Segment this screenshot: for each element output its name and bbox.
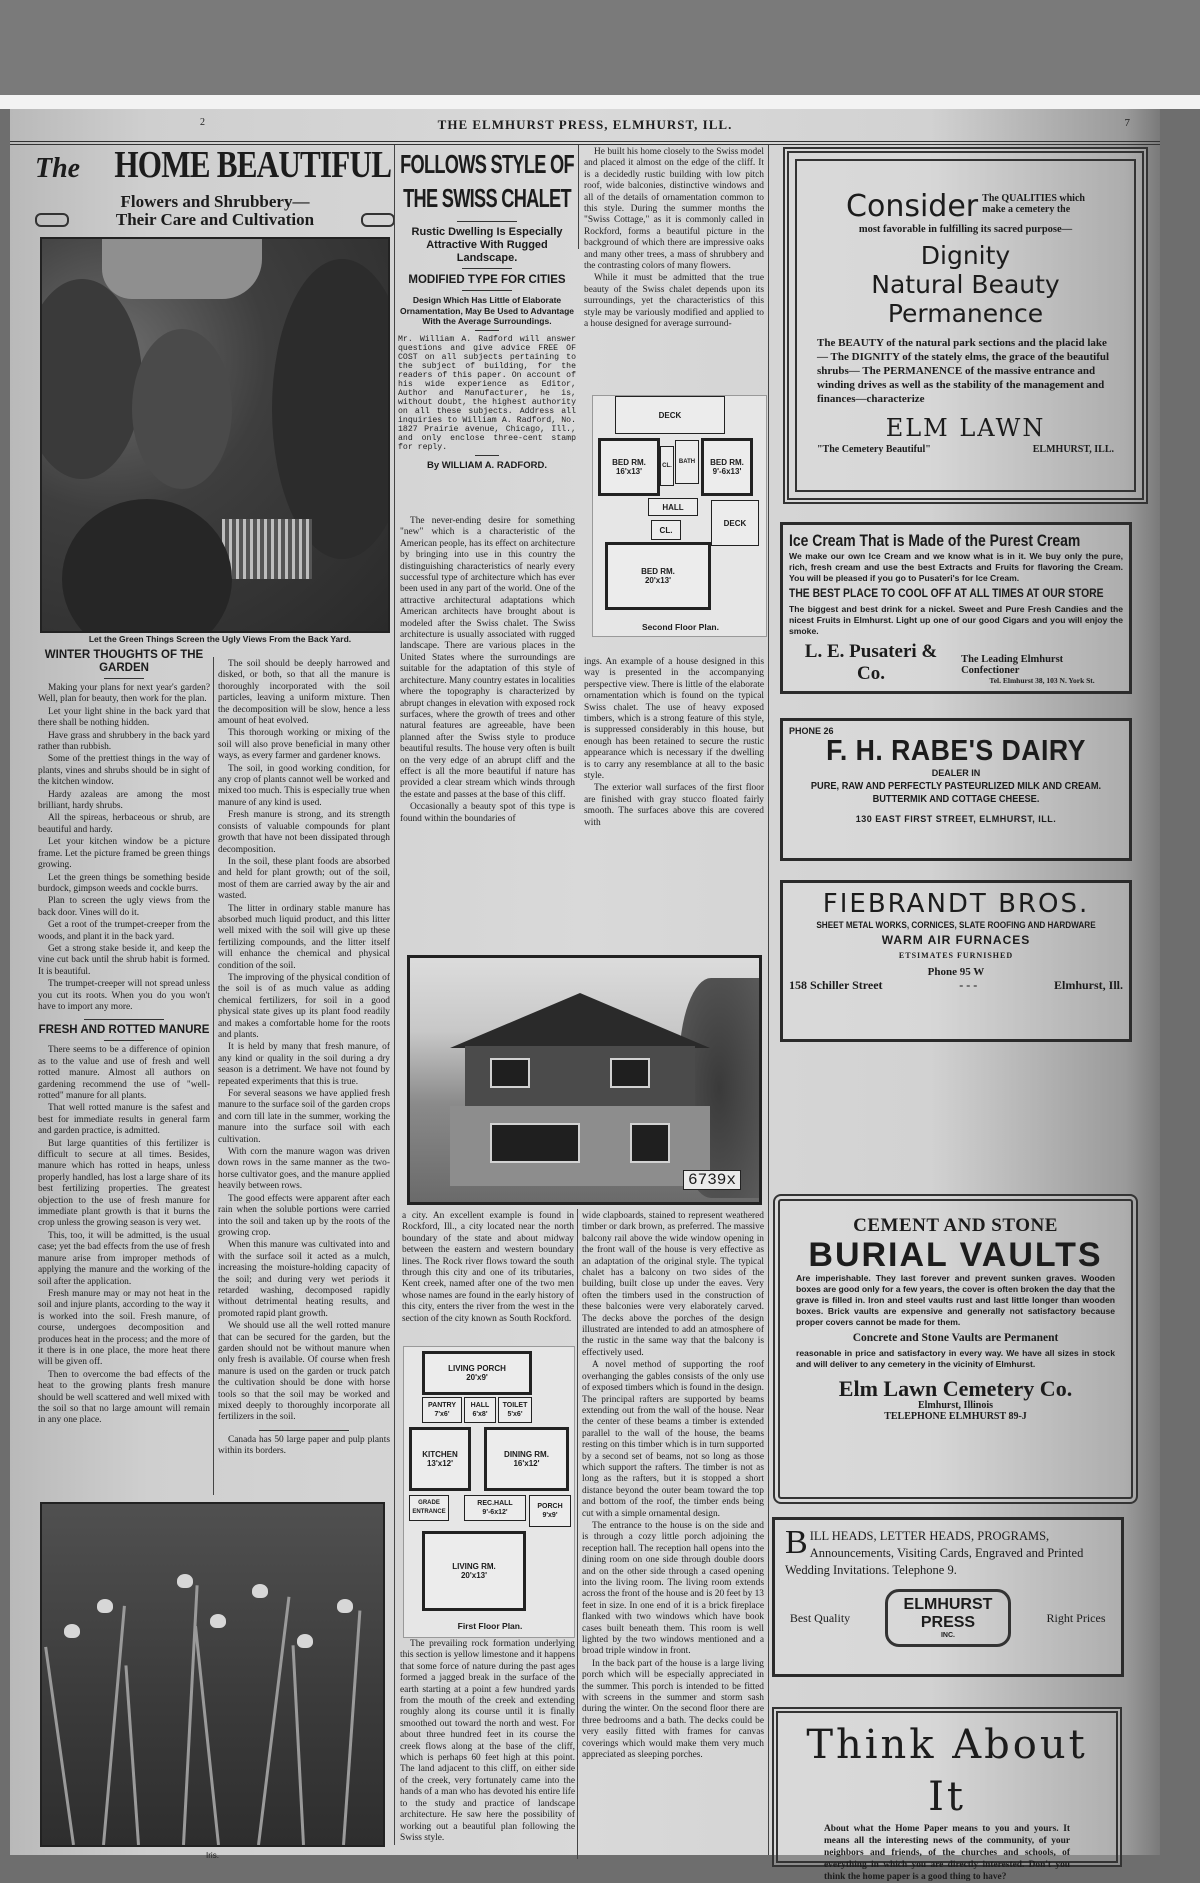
home-beautiful-subtitle-1: Flowers and Shrubbery—	[120, 192, 310, 211]
column-rule	[577, 1209, 578, 1859]
winter-thoughts-headline: WINTER THOUGHTS OF THE GARDEN	[44, 649, 204, 674]
paragraph: Plan to screen the ugly views from the back door. Vines will do it.	[38, 896, 210, 918]
divider	[259, 1430, 349, 1431]
elmhurst-press-ad	[772, 1517, 1124, 1677]
ad-body-1: We make our own Ice Cream and we know what is in it. We buy only the pure, rich, fresh cream and use the best Extracts and Fruits for flavoring the Cream. You will be pleased if you go to Pusateri's for Ice Cream.	[789, 551, 1123, 583]
ad-body-1: Are imperishable. They last forever and prevent sunken graves. Wooden boxes are good only for a few years, the cover is often broken the day that the grave is filled in. Iron and steel vaults rust and last little longer than wooden boxes. Brick vaults are expensive and generally not satisfactory because proper covers cannot be made for them.	[796, 1273, 1116, 1327]
ad-purpose-line: most favorable in fulfilling its sacred purpose—	[858, 224, 1073, 235]
room-reception-hall: REC.HALL 9'-6x12'	[464, 1495, 526, 1521]
page-number-right: 7	[1124, 117, 1130, 129]
radford-notice: Mr. William A. Radford will answer questions and give advice FREE OF COST on all subjects pertaining to the subject of building, for the readers of this paper. On account of his wide experience as Editor, Author and Manufacturer, he is, without doubt, the highest authority on all these subjects. Address all inquiries to William A. Radford, No. 1827 Prairie avenue, Chicago, Ill., and only enclose three-cent stamp for reply.	[398, 334, 576, 452]
ad-consider: Consider	[846, 189, 979, 224]
room-bedroom: BED RM. 20'x13'	[605, 542, 711, 610]
ad-best-quality: Best Quality	[789, 1610, 851, 1625]
iris-caption: Iris.	[206, 1851, 219, 1860]
paragraph: When this manure was cultivated into and with the surface soil it acted as a mulch, increasing the moisture-holding capacity of the soil; and during very wet periods it retarded washing, decomposed rapidly without detrimental heating results, and promoted rapid plant growth.	[218, 1240, 390, 1319]
logo-line-1: ELMHURST	[903, 1596, 993, 1613]
ad-services: ILL HEADS, LETTER HEADS, PROGRAMS, Announcements, Visiting Cards, Engraved and Printed Wedding Invitations. Telephone 9.	[785, 1529, 1084, 1577]
paragraph: In the back part of the house is a large living porch which will be especially appreciated in the summer. This porch is intended to be fitted with screens in the summer and storm sash during the winter. On the second floor there are three bedrooms and a bath. The decks could be very easily fitted with frames for canvas coverings which would make them very much appreciated as sleeping porches.	[582, 1658, 764, 1761]
ad-leading-confectioner: The Leading Elmhurst Confectioner	[961, 654, 1064, 676]
divider	[104, 1040, 144, 1041]
paragraph: The exterior wall surfaces of the first floor are finished with gray stucco floated fairly smooth. The surfaces above this are covered with	[584, 783, 764, 828]
masthead	[10, 109, 1160, 145]
iris-photo	[40, 1502, 385, 1847]
first-floor-plan-caption: First Floor Plan.	[457, 1621, 523, 1631]
room-closet: CL.	[651, 520, 681, 540]
ad-qualities-line-2: make a cemetery the	[982, 204, 1071, 215]
paragraph: Fresh manure is strong, and its strength consists of valuable compounds for plant growth that have not been dissipated through decomposition.	[218, 810, 390, 855]
column-rule	[578, 145, 579, 249]
ad-firm-name: L. E. Pusateri & Co.	[804, 641, 938, 684]
first-floor-plan	[403, 1346, 575, 1638]
room-bedroom: BED RM. 16'x13'	[598, 438, 660, 496]
ad-best-place: THE BEST PLACE TO COOL OFF AT ALL TIMES AT OUR STORE	[789, 588, 1104, 600]
fiebrandt-bros-ad	[780, 880, 1132, 1042]
ad-address: 130 EAST FIRST STREET, ELMHURST, ILL.	[855, 814, 1057, 824]
swiss-chalet-column-c-continued	[400, 1639, 575, 1845]
paragraph: But large quantities of this fertilizer is difficult to secure at all times. Besides, manure which has rotted in heaps, unless properly handled, has lost a large share of its best fertilizing properties. The greatest objection to the use of fresh manure for immediate plant growth is that it burns the crop unless the growing season is very wet.	[38, 1138, 210, 1229]
ad-dairy-name: F. H. RABE'S DAIRY	[826, 735, 1086, 767]
ad-body-2: The biggest and best drink for a nickel. Sweet and Pure Fresh Candies and the nicest Fruits in Elmhurst. Light up one of our good Cigars and you will enjoy the smoke.	[789, 604, 1123, 636]
ad-goods: PURE, RAW AND PERFECTLY PASTEURLIZED MILK AND CREAM. BUTTERMIK AND COTTAGE CHEESE.	[810, 780, 1102, 805]
second-floor-plan	[592, 395, 767, 637]
winter-thoughts-article	[38, 649, 210, 1428]
pusateri-ice-cream-ad	[780, 522, 1132, 694]
paragraph: In the soil, these plant foods are absorbed and held for plant growth; out of the soil, most of them are carried away by the air and wasted.	[218, 856, 390, 902]
paragraph: wide clapboards, stained to represent weathered timber or dark brown, as preferred. The massive balcony rail above the wide window opening in the front wall of the house is very effective as an adaptation of the original style. The typical chalet has a balcony on two sides of the building, built close up under the eaves. Very often the timbers used in the construction of these balconies were very elaborately carved. The decks above the porches of the design illustrated are intended to add an atmosphere of the rustic in the same way that the balcony is effectively used.	[582, 1211, 764, 1358]
ad-telephone: TELEPHONE ELMHURST 89-J	[884, 1411, 1027, 1422]
swiss-chalet-column-b-continued	[584, 657, 764, 830]
think-about-it-ad	[772, 1707, 1122, 1882]
ad-right-prices: Right Prices	[1046, 1610, 1106, 1625]
logo-line-3: INC.	[940, 1632, 955, 1639]
room-hall: HALL	[648, 498, 698, 516]
manure-headline: FRESH AND ROTTED MANURE	[38, 1024, 210, 1037]
ad-elm-lawn-name: ELM LAWN	[885, 414, 1046, 442]
paragraph: The soil, in good working condition, for any crop of plants cannot well be worked and mixed too much. This is especially true when manure of any kind is used.	[218, 763, 390, 808]
newspaper-page	[10, 109, 1160, 1882]
ad-services: SHEET METAL WORKS, CORNICES, SLATE ROOFING AND HARDWARE	[816, 920, 1096, 931]
paragraph: Let your kitchen window be a picture frame. Let the picture framed be green things growing.	[38, 837, 210, 871]
ad-headline-1: CEMENT AND STONE	[853, 1215, 1058, 1236]
ad-location: Elmhurst, Illinois	[917, 1400, 994, 1411]
page-number-left: 2	[200, 117, 205, 128]
manure-article-continued	[218, 659, 390, 1459]
paragraph: He built his home closely to the Swiss model and placed it almost on the edge of the cliff. It is a decidedly rustic building with low pitch roof, wide balconies, distinctive windows and all of the details of ornamentation common to this style. During the summer months the "Swiss Cottage," as it is commonly called in Rockford, forms a beautiful picture in the background of which there are impressive oaks and many other trees, a mass of shrubbery and the contrasting colors of many flowers.	[584, 147, 764, 272]
ad-city: Elmhurst, Ill.	[1053, 978, 1123, 992]
room-porch: PORCH 9'x9'	[529, 1495, 571, 1527]
room-bedroom: BED RM. 9'-6x13'	[701, 438, 753, 496]
paragraph: Let the green things be something beside burdock, gimpson weeds and cockle burrs.	[38, 872, 210, 894]
ad-street: 158 Schiller Street	[789, 978, 883, 992]
home-beautiful-the: The	[35, 153, 81, 184]
divider	[104, 678, 144, 679]
home-beautiful-subtitle-2: Their Care and Cultivation	[115, 210, 315, 229]
elm-lawn-cemetery-ad	[783, 147, 1148, 504]
elmhurst-press-logo	[885, 1589, 1012, 1647]
ad-headline: Think About It	[806, 1722, 1088, 1820]
divider	[475, 455, 499, 456]
divider	[462, 290, 512, 291]
paragraph: Occasionally a beauty spot of this type is found within the boundaries of	[400, 802, 575, 824]
divider	[462, 268, 512, 269]
room-deck: DECK	[615, 396, 725, 434]
paragraph: We should use all the well rotted manure that can be secured for the garden, but the garden should not be without manure when only fresh is available. Of course when fresh manure is used on the garden or truck patch the cultivation should be done with horse tools so that the soil may be worked and mixed deeply to thoroughly incorporate all fertilizers in the soil.	[218, 1321, 390, 1423]
home-beautiful-title: HOME BEAUTIFUL	[114, 144, 392, 186]
paragraph: It is held by many that fresh manure, of any kind or quality in the soil during a dry season is a detriment. We have not found by repeated experiments that this is true.	[218, 1042, 390, 1087]
flower-basket-icon	[361, 213, 395, 227]
swiss-chalet-column-d	[582, 1211, 764, 1763]
paragraph: Making your plans for next year's garden? Well, plan for beauty, then work for the plan.	[38, 683, 210, 705]
paragraph: Let your light shine in the back yard that there shall be nothing hidden.	[38, 706, 210, 729]
byline: By WILLIAM A. RADFORD.	[427, 459, 547, 471]
paragraph: The entrance to the house is on the side and is through a cozy little porch adjoining the reception hall. The reception hall opens into the dining room on one side through double doors and on the other side through a cased opening into the living room. The living room extends across the front of the house and is 20 feet by 13 feet in size. In one end of it is a brick fireplace flanked with two windows which have book cases built beneath them. This room is well lighted by the two windows mentioned and a broad triple window in front.	[582, 1520, 764, 1657]
paragraph: The good effects were apparent after each rain when the soluble portions were carried into the soil and taken up by the roots of the growing crop.	[218, 1193, 390, 1238]
filler-note: Canada has 50 large paper and pulp plants within its borders.	[218, 1434, 390, 1457]
paragraph: Get a strong stake beside it, and keep the vine cut back until the shrub habit is formed. It is beautiful.	[38, 943, 210, 977]
divider	[84, 1019, 164, 1020]
swiss-chalet-column-b	[584, 147, 764, 332]
ad-body: About what the Home Paper means to you and yours. It means all the interesting news of the community, of your neighbors and friends, of the churches and schools, of everything in which you are directly interested. Don't you think the home paper is a good thing to have?	[824, 1824, 1070, 1882]
paragraph: The improving of the physical condition of the soil is of as much value as adding chemical fertilizers, for soil in a good physical state gives up its plant food readily and makes a comfortable home for the roots and plants.	[218, 972, 390, 1040]
scan-white-strip	[0, 95, 1200, 109]
ad-tagline: "The Cemetery Beautiful"	[817, 444, 931, 455]
newspaper-title: THE ELMHURST PRESS, ELMHURST, ILL.	[437, 117, 733, 132]
room-living: LIVING RM. 20'x13'	[422, 1531, 526, 1611]
swiss-chalet-headline: FOLLOWS STYLE OF THE SWISS CHALET	[400, 149, 574, 213]
paragraph: The never-ending desire for something "new" which is a characteristic of the American people, has its effect on architecture by bringing into use in this country the distinguishing characteristics of nearly every successful type of architecture which has ever been used in any part of the world. One of the attractive architectural adaptations which American architects have brought about is modeled after the Swiss chalet. The Swiss architecture is usually associated with rugged landscape. There are various places in the United States where the surroundings are suitable for the adaptation of this style of architecture. Many country estates in localities where the topography is characterized by abrupt changes in elevation with exposed rock surfaces, where the growth of trees and other natural features are agreeable, have been planned after the Swiss style to produce beautiful results. The house very often is built on the very edge of an abrupt cliff and the effect is all the more beautiful if nature has provided a clear stream which winds through the estate and passes at the base of this cliff.	[400, 516, 575, 800]
column-rule	[768, 145, 769, 1855]
swiss-chalet-headline-block	[398, 147, 576, 474]
paragraph: Then to overcome the bad effects of the heat to the growing plants fresh manure should be well scattered and well mixed with the soil so that no large amount will remain in any one place.	[38, 1369, 210, 1426]
home-beautiful-header	[35, 145, 395, 227]
room-kitchen: KITCHEN 13'x12'	[409, 1427, 471, 1491]
room-closet: CL.	[660, 446, 674, 486]
paragraph: Fresh manure may or may not heat in the soil and injure plants, according to the way it is worked into the soil. Fresh manure, of course, undergoes decomposition and produces heat in the process; and the more of it there is in one place, the more heat there will be given off.	[38, 1288, 210, 1368]
ad-company: Elm Lawn Cemetery Co.	[838, 1376, 1073, 1401]
room-bath: BATH	[675, 440, 699, 484]
ad-subheading: Concrete and Stone Vaults are Permanent	[852, 1332, 1059, 1344]
room-hall: HALL 6'x8'	[464, 1397, 496, 1423]
paragraph: a city. An excellent example is found in Rockford, Ill., a city located near the north boundary of the state and about midway between the eastern and western boundary lines. The Rock river flows toward the south through this city and one of its tributaries, Kent creek, named after one of the two men whose names are found in the early history of this city, enters the river from the west in the section of the city known as South Rockford.	[402, 1211, 574, 1324]
ad-phone: PHONE 26	[789, 726, 834, 736]
ad-furnaces: WARM AIR FURNACES	[881, 933, 1031, 947]
ad-description: The BEAUTY of the natural park sections and the placid lake— The DIGNITY of the stately elms, the grace of the beautiful shrubs— The PERMANENCE of the massive entrance and winding drives as well as the stability of the management and finances—characterize	[817, 337, 1110, 405]
swiss-chalet-deck-1: Rustic Dwelling Is Especially Attractive With Rugged Landscape.	[411, 226, 563, 264]
logo-line-2: PRESS	[920, 1614, 976, 1631]
burial-vaults-ad	[773, 1194, 1138, 1504]
ad-natural-beauty: Natural Beauty	[871, 270, 1060, 299]
back-yard-photo-caption: Let the Green Things Screen the Ugly Views From the Back Yard.	[88, 634, 352, 644]
plan-number-stamp: 6739x	[683, 1170, 741, 1190]
paragraph: Some of the prettiest things in the way of plants, vines and shrubs should be in sight of the kitchen window.	[38, 754, 210, 788]
ad-permanence: Permanence	[887, 299, 1044, 328]
swiss-chalet-deck-3: Design Which Has Little of Elaborate Ornamentation, May Be Used to Advantage With the Average Surroundings.	[400, 295, 574, 326]
column-rule	[213, 657, 214, 1495]
paragraph: The soil should be deeply harrowed and disked, or both, so that all the manure is thoroughly incorporated with the soil particles, leaving a uniform mixture. Then the decomposition will be slow, hence a less amount of heat evolved.	[218, 659, 390, 727]
swiss-chalet-deck-2: MODIFIED TYPE FOR CITIES	[408, 274, 566, 286]
room-grade-entrance: GRADE ENTRANCE	[409, 1495, 449, 1521]
paragraph: Have grass and shrubbery in the back yard rather than rubbish.	[38, 730, 210, 753]
ad-body-2: reasonable in price and satisfactory in every way. We have all sizes in stock and will deliver to any cemetery in the vicinity of Elmhurst.	[796, 1348, 1115, 1369]
divider	[457, 221, 517, 222]
ad-estimates: ETSIMATES FURNISHED	[898, 951, 1014, 960]
room-pantry: PANTRY 7'x6'	[422, 1397, 462, 1423]
ad-qualities-line-1: The QUALITIES which	[982, 193, 1085, 204]
paragraph: ings. An example of a house designed in this way is presented in the accompanying perspective view. There is little of the elaborate ornamentation which is found on the typical Swiss chalet. The use of heavy exposed timbers, which is a strong feature of this style, is suppressed considerably in this house, but enough has been retained to secure the rustic appearance which is necessary if the dwelling is to carry any resemblance at all to the basic style.	[584, 657, 764, 782]
column-rule	[394, 145, 395, 1845]
swiss-chalet-column-a	[400, 516, 575, 826]
ad-headline-2: BURIAL VAULTS	[808, 1236, 1103, 1274]
ad-dignity: Dignity	[920, 241, 1011, 270]
ad-company-name: FIEBRANDT BROS.	[822, 889, 1090, 919]
flower-basket-icon	[35, 213, 69, 227]
second-floor-plan-caption: Second Floor Plan.	[642, 622, 719, 632]
paragraph: This, too, it will be admitted, is the usual case; yet the bad effects from the use of fresh manure arise from improper methods of applying the manure and the working of the soil after the application.	[38, 1230, 210, 1287]
paragraph: While it must be admitted that the true beauty of the Swiss chalet depends upon its surroundings, yet the characteristics of this style may be variously modified and applied to a house designed for average surround-	[584, 273, 764, 330]
swiss-chalet-house-photo	[407, 955, 762, 1205]
swiss-chalet-column-c	[402, 1211, 574, 1326]
paragraph: For several seasons we have applied fresh manure to the surface soil of the garden crops and corn till late in the summer, working the manure into the surface soil with each cultivation.	[218, 1089, 390, 1145]
paragraph: A novel method of supporting the roof overhanging the gables consists of the only use of exposed timbers which is found in the design. The principal rafters are supported by beams extending out from the wall of the house. Near the center of these beams a timber is extended parallel to the wall of the house, the beams resting on this timber which is in turn supported by a second set of beams, not so long as those which support the rafters. The timber is not as long as the rafters, but it is stopped a short distance beyond the outer beam toward the top and bottom of the roof, the timber ends being cut with a simple ornamental design.	[582, 1360, 765, 1519]
paragraph: With corn the manure wagon was driven down rows in the same manner as the two-horse cultivator goes, and the manure applied heavily between rows.	[218, 1147, 390, 1192]
ad-dashes: - - -	[959, 978, 978, 992]
paragraph: Hardy azaleas are among the most brilliant, hardy shrubs.	[38, 789, 210, 812]
paragraph: Get a root of the trumpet-creeper from the woods, and plant it in the back yard.	[38, 920, 210, 942]
ad-phone: Phone 95 W	[927, 966, 985, 978]
ad-headline: Ice Cream That is Made of the Purest Cream	[789, 531, 1081, 550]
paragraph: The prevailing rock formation underlying this section is yellow limestone and it happens that some force of nature during the past ages formed a jagged break in the surface of the earth starting at a point a few hundred yards from the mouth of the creek and extending roughly along its course until it is finally smoothed out toward the north and west. For about three hundred feet in its course the creek flows along at the base of the cliff, which is perhaps 60 feet high at this point. The land adjacent to this cliff, on either side of the creek, very fortunately came into the hands of a man who has devoted his entire life to the study and practice of landscape architecture. He saw here the possibility of working out a beautiful plan following the Swiss style.	[400, 1639, 575, 1843]
scan-top-margin	[0, 0, 1200, 95]
paragraph: All the spireas, herbaceous or shrub, are beautiful and hardy.	[38, 813, 210, 835]
back-yard-photo	[40, 237, 390, 633]
rabe-dairy-ad	[780, 718, 1132, 861]
room-toilet: TOILET 5'x6'	[498, 1397, 532, 1423]
paragraph: There seems to be a difference of opinion as to the value and use of fresh and well rotted manure. Almost all authors on gardening recommend the use of "well-rotted" manure for all plants.	[38, 1045, 210, 1101]
ad-location: ELMHURST, ILL.	[1032, 444, 1114, 455]
room-dining: DINING RM. 16'x12'	[484, 1427, 569, 1491]
room-living-porch: LIVING PORCH 20'x9'	[422, 1351, 532, 1395]
paragraph: This thorough working or mixing of the soil will also prove beneficial in many other ways, as every farmer and gardener knows.	[218, 728, 390, 762]
paragraph: The trumpet-creeper will not spread unless you cut its roots. When you do you won't have to import any more.	[38, 979, 210, 1012]
ad-telephone: Tel. Elmhurst 38, 103 N. York St.	[989, 676, 1095, 685]
ad-dealer-in: DEALER IN	[931, 768, 981, 778]
divider	[475, 330, 499, 331]
paragraph: The litter in ordinary stable manure has absorbed much liquid product, and this litter well mixed with the soil will give up these fertilizing compounds, and the litter itself will enhance the chemical and physical condition of the soil.	[218, 903, 390, 971]
room-deck: DECK	[711, 500, 759, 546]
paragraph: That well rotted manure is the safest and best for immediate results in general farm and garden practice, is admitted.	[38, 1103, 210, 1137]
ad-drop-cap: B	[785, 1524, 808, 1561]
